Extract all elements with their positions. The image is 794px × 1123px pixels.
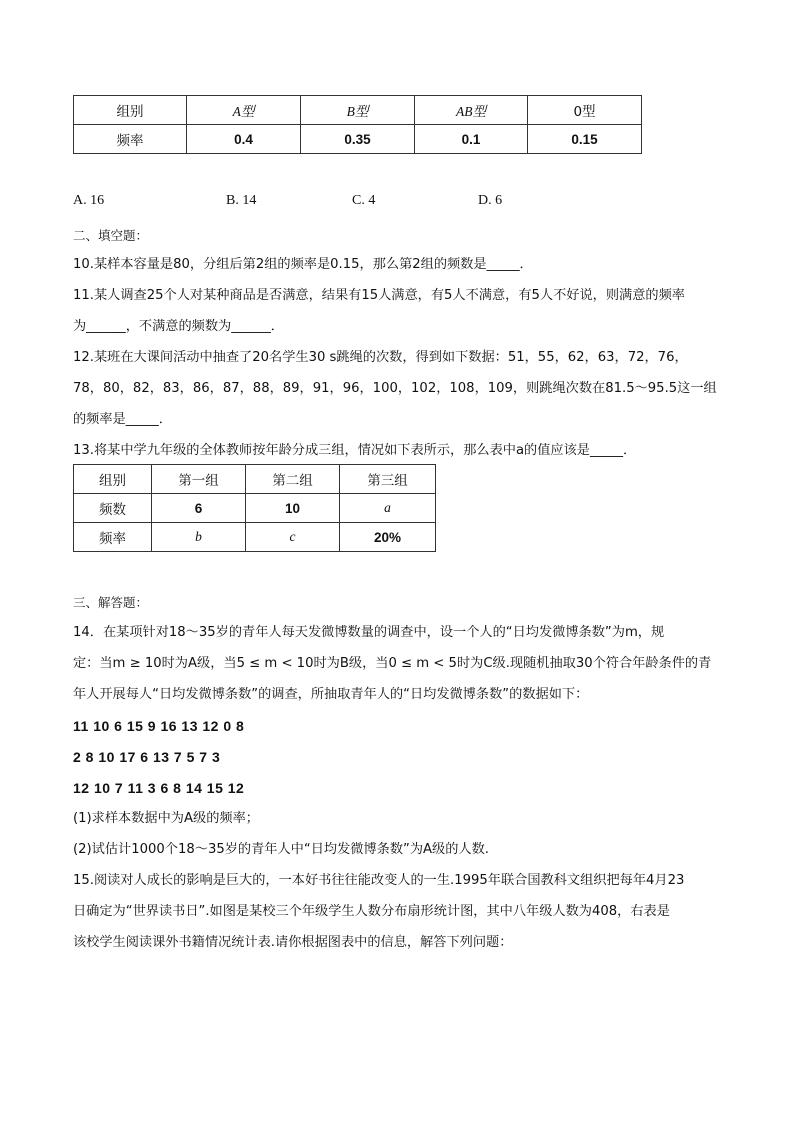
table-header-row bbox=[74, 465, 436, 494]
table-cell: 0型 bbox=[528, 96, 642, 125]
age-group-table bbox=[73, 464, 436, 552]
question-12-line-3: 的频率是_____． bbox=[73, 412, 172, 427]
section-heading-fill-blank: 二、填空题： bbox=[73, 228, 149, 243]
table-row bbox=[74, 494, 436, 523]
table-row bbox=[74, 523, 436, 552]
table-cell: 频率 bbox=[74, 523, 152, 552]
question-14-line-1: 14．在某项针对18～35岁的青年人每天发微博数量的调查中，设一个人的“日均发微博条数”为m，规 bbox=[73, 625, 665, 640]
section-heading-solve: 三、解答题： bbox=[73, 595, 149, 610]
table-cell: 0.4 bbox=[187, 125, 301, 154]
data-row-2: 2 8 10 17 6 13 7 5 7 3 bbox=[73, 749, 221, 765]
table-cell: 频数 bbox=[74, 494, 152, 523]
choice-a: A. 16 bbox=[73, 193, 105, 208]
table-cell: 频率 bbox=[74, 125, 187, 154]
question-12-line-2: 78，80，82，83，86，87，88，89，91，96，100，102，108，109，则跳绳次数在81.5～95.5这一组 bbox=[73, 381, 717, 396]
table-cell: 0.1 bbox=[415, 125, 528, 154]
data-row-3: 12 10 7 11 3 6 8 14 15 12 bbox=[73, 780, 245, 796]
table-cell: 组别 bbox=[74, 465, 152, 494]
table-cell: B型 bbox=[301, 96, 415, 125]
table-cell: b bbox=[152, 523, 246, 552]
question-14-part-1: (1)求样本数据中为A级的频率； bbox=[73, 811, 259, 826]
data-row-1: 11 10 6 15 9 16 13 12 0 8 bbox=[73, 718, 245, 734]
table-header-row bbox=[74, 96, 642, 125]
choice-c: C. 4 bbox=[352, 193, 376, 208]
question-15-line-1: 15.阅读对人成长的影响是巨大的，一本好书往往能改变人的一生.1995年联合国教科文组织把每年4月23 bbox=[73, 873, 685, 888]
table-cell: 第一组 bbox=[152, 465, 246, 494]
blood-type-frequency-table bbox=[73, 95, 642, 154]
question-12-line-1: 12.某班在大课间活动中抽查了20名学生30 s跳绳的次数，得到如下数据：51，55，62，63，72，76， bbox=[73, 350, 688, 365]
table-row bbox=[74, 125, 642, 154]
table-cell: 组别 bbox=[74, 96, 187, 125]
question-11-line-1: 11.某人调查25个人对某种商品是否满意，结果有15人满意，有5人不满意，有5人不好说，则满意的频率 bbox=[73, 288, 685, 303]
choice-d: D. 6 bbox=[478, 193, 503, 208]
table-cell: 第三组 bbox=[340, 465, 436, 494]
table-cell: a bbox=[340, 494, 436, 523]
table-cell: A型 bbox=[187, 96, 301, 125]
question-11-line-2: 为______，不满意的频数为______． bbox=[73, 319, 284, 334]
question-15-line-3: 该校学生阅读课外书籍情况统计表.请你根据图表中的信息，解答下列问题： bbox=[73, 935, 513, 950]
table-cell: c bbox=[246, 523, 340, 552]
table-cell: 10 bbox=[246, 494, 340, 523]
choice-b: B. 14 bbox=[226, 193, 257, 208]
table-cell: 0.35 bbox=[301, 125, 415, 154]
question-10: 10.某样本容量是80，分组后第2组的频率是0.15，那么第2组的频数是_____． bbox=[73, 257, 533, 272]
table-cell: 第二组 bbox=[246, 465, 340, 494]
question-13: 13.将某中学九年级的全体教师按年龄分成三组，情况如下表所示，那么表中a的值应该是_____． bbox=[73, 443, 637, 458]
question-14-line-3: 年人开展每人“日均发微博条数”的调查，所抽取青年人的“日均发微博条数”的数据如下： bbox=[73, 687, 589, 702]
table-cell: 6 bbox=[152, 494, 246, 523]
table-cell: 0.15 bbox=[528, 125, 642, 154]
table-cell: 20% bbox=[340, 523, 436, 552]
question-14-part-2: (2)试估计1000个18～35岁的青年人中“日均发微博条数”为A级的人数. bbox=[73, 842, 489, 857]
question-14-line-2: 定：当m ≥ 10时为A级，当5 ≤ m < 10时为B级，当0 ≤ m < 5时为C级.现随机抽取30个符合年龄条件的青 bbox=[73, 656, 712, 671]
table-cell: AB型 bbox=[415, 96, 528, 125]
question-15-line-2: 日确定为“世界读书日”.如图是某校三个年级学生人数分布扇形统计图，其中八年级人数为408，右表是 bbox=[73, 904, 670, 919]
